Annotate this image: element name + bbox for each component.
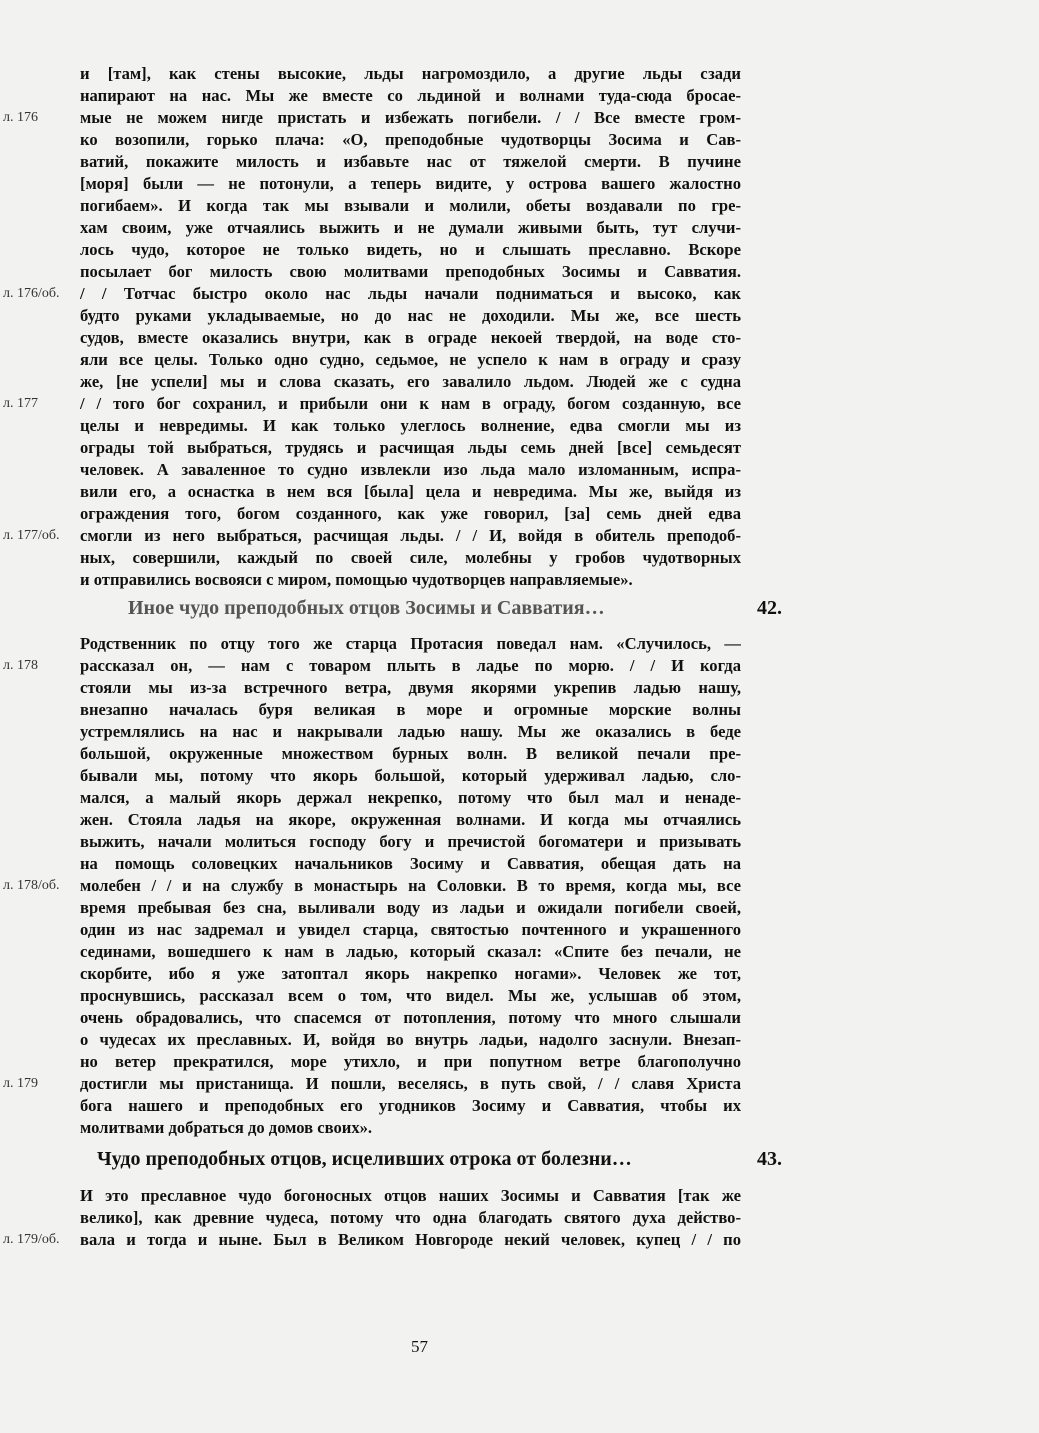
text-line: жен. Стояла ладья на якоре, окруженная волнами. И когда мы отчаялись xyxy=(80,810,741,829)
page-number: 57 xyxy=(411,1337,428,1356)
text-line: ограждения того, богом созданного, как уже говорил, [за] семь дней едва xyxy=(80,504,741,523)
margin-folio-note: л. 176 xyxy=(3,110,38,125)
text-line: на помощь соловецких начальников Зосиму и Савватия, обещая дать на xyxy=(80,854,741,873)
text-line: ко возопили, горько плача: «О, преподобные чудотворцы Зосима и Сав- xyxy=(80,130,741,149)
text-line: но ветер прекратился, море утихло, и при попутном ветре благополучно xyxy=(80,1052,741,1071)
text-line: скорбите, ибо я уже затоптал якорь накрепко ногами». Человек же тот, xyxy=(80,964,741,983)
text-line: же, [не успели] мы и слова сказать, его завалило льдом. Людей же с судна xyxy=(80,372,741,391)
text-line: ватий, покажите милость и избавьте нас от тяжелой смерти. В пучине xyxy=(80,152,741,171)
text-line: о чудесах их преславных. И, войдя во внутрь ладьи, надолго заснули. Внезап- xyxy=(80,1030,741,1049)
text-line: время пребывая без сна, выливали воду из ладьи и ожидали погибели своей, xyxy=(80,898,741,917)
text-line: хам своим, уже отчаялись выжить и не думали живыми быть, тут случи- xyxy=(80,218,741,237)
text-line: мался, а малый якорь держал некрепко, потому что был мал и ненаде- xyxy=(80,788,741,807)
text-line: человек. А заваленное то судно извлекли изо льда мало изломанным, испра- xyxy=(80,460,741,479)
chapter-number-43: 43. xyxy=(757,1148,782,1170)
text-line: сединами, вошедшего к нам в ладью, который сказал: «Спите без печали, не xyxy=(80,942,741,961)
margin-folio-note: л. 177 xyxy=(3,396,38,411)
text-line: посылает бог милость свою молитвами преподобных Зосимы и Савватия. xyxy=(80,262,741,281)
text-line: выжить, начали молиться господу богу и пречистой богоматери и призывать xyxy=(80,832,741,851)
text-line: вили его, а оснастка в нем вся [была] цела и невредима. Мы же, выйдя из xyxy=(80,482,741,501)
text-line: стояли мы из-за встречного ветра, двумя якорями укрепив ладью нашу, xyxy=(80,678,741,697)
text-line: и [там], как стены высокие, льды нагромоздило, а другие льды сзади xyxy=(80,64,741,83)
text-line: молитвами добраться до домов своих». xyxy=(80,1118,373,1137)
text-line: рассказал он, — нам с товаром плыть в ладье по морю. / / И когда xyxy=(80,656,741,675)
margin-folio-note: л. 177/об. xyxy=(3,528,60,543)
chapter-heading-43: Чудо преподобных отцов, исцеливших отрока от болезни… xyxy=(97,1148,632,1170)
text-line: бога нашего и преподобных его угодников Зосиму и Савватия, чтобы их xyxy=(80,1096,741,1115)
text-line: лось чудо, которое не только видеть, но и слышать преславно. Вскоре xyxy=(80,240,741,259)
text-line: большой, окруженные множеством бурных волн. В великой печали пре- xyxy=(80,744,741,763)
margin-folio-note: л. 178/об. xyxy=(3,878,60,893)
text-line: / / того бог сохранил, и прибыли они к нам в ограду, богом созданную, все xyxy=(80,394,741,413)
text-line: Родственник по отцу того же старца Протасия поведал нам. «Случилось, — xyxy=(80,634,741,653)
text-line: смогли из него выбраться, расчищая льды. / / И, войдя в обитель преподоб- xyxy=(80,526,741,545)
text-line: один из нас задремал и увидел старца, святостью почтенного и украшенного xyxy=(80,920,741,939)
chapter-number-42: 42. xyxy=(757,597,782,619)
chapter-heading-42: Иное чудо преподобных отцов Зосимы и Савватия… xyxy=(128,597,605,619)
text-line: и отправились восвояси с миром, помощью чудотворцев направляемые». xyxy=(80,570,633,589)
margin-folio-note: л. 179 xyxy=(3,1076,38,1091)
text-line: вала и тогда и ныне. Был в Великом Новгороде некий человек, купец / / по xyxy=(80,1230,741,1249)
text-line: молебен / / и на службу в монастырь на Соловки. В то время, когда мы, все xyxy=(80,876,741,895)
text-line: будто руками укладываемые, но до нас не доходили. Мы же, все шесть xyxy=(80,306,741,325)
text-line: / / Тотчас быстро около нас льды начали подниматься и высоко, как xyxy=(80,284,741,303)
text-line: яли все целы. Только одно судно, седьмое, не успело к нам в ограду и сразу xyxy=(80,350,741,369)
text-line: судов, вместе оказались внутри, как в ограде некоей твердой, на воде сто- xyxy=(80,328,741,347)
margin-folio-note: л. 179/об. xyxy=(3,1232,60,1247)
text-line: напирают на нас. Мы же вместе со льдиной и волнами туда-сюда бросае- xyxy=(80,86,741,105)
text-line: велико], как древние чудеса, потому что одна благодать святого духа действо- xyxy=(80,1208,741,1227)
text-line: устремлялись на нас и накрывали ладью нашу. Мы же оказались в беде xyxy=(80,722,741,741)
text-line: ограды той выбраться, трудясь и расчищая льды семь дней [все] семьдесят xyxy=(80,438,741,457)
text-line: внезапно началась буря великая в море и огромные морские волны xyxy=(80,700,741,719)
text-line: мые не можем нигде пристать и избежать погибели. / / Все вместе гром- xyxy=(80,108,741,127)
text-line: очень обрадовались, что спасемся от потопления, потому что много слышали xyxy=(80,1008,741,1027)
text-line: И это преславное чудо богоносных отцов наших Зосимы и Савватия [так же xyxy=(80,1186,741,1205)
text-line: проснувшись, рассказал всем о том, что видел. Мы же, услышав об этом, xyxy=(80,986,741,1005)
margin-folio-note: л. 178 xyxy=(3,658,38,673)
text-line: [моря] были — не потонули, а теперь видите, у острова вашего жалостно xyxy=(80,174,741,193)
text-line: бывали мы, потому что якорь большой, который удерживал ладью, сло- xyxy=(80,766,741,785)
text-line: ных, совершили, каждый по своей силе, молебны у гробов чудотворных xyxy=(80,548,741,567)
text-line: целы и невредимы. И как только улеглось волнение, едва смогли мы из xyxy=(80,416,741,435)
text-line: достигли мы пристанища. И пошли, веселясь, в путь свой, / / славя Христа xyxy=(80,1074,741,1093)
text-line: погибаем». И когда так мы взывали и молили, обеты воздавали по гре- xyxy=(80,196,741,215)
margin-folio-note: л. 176/об. xyxy=(3,286,60,301)
